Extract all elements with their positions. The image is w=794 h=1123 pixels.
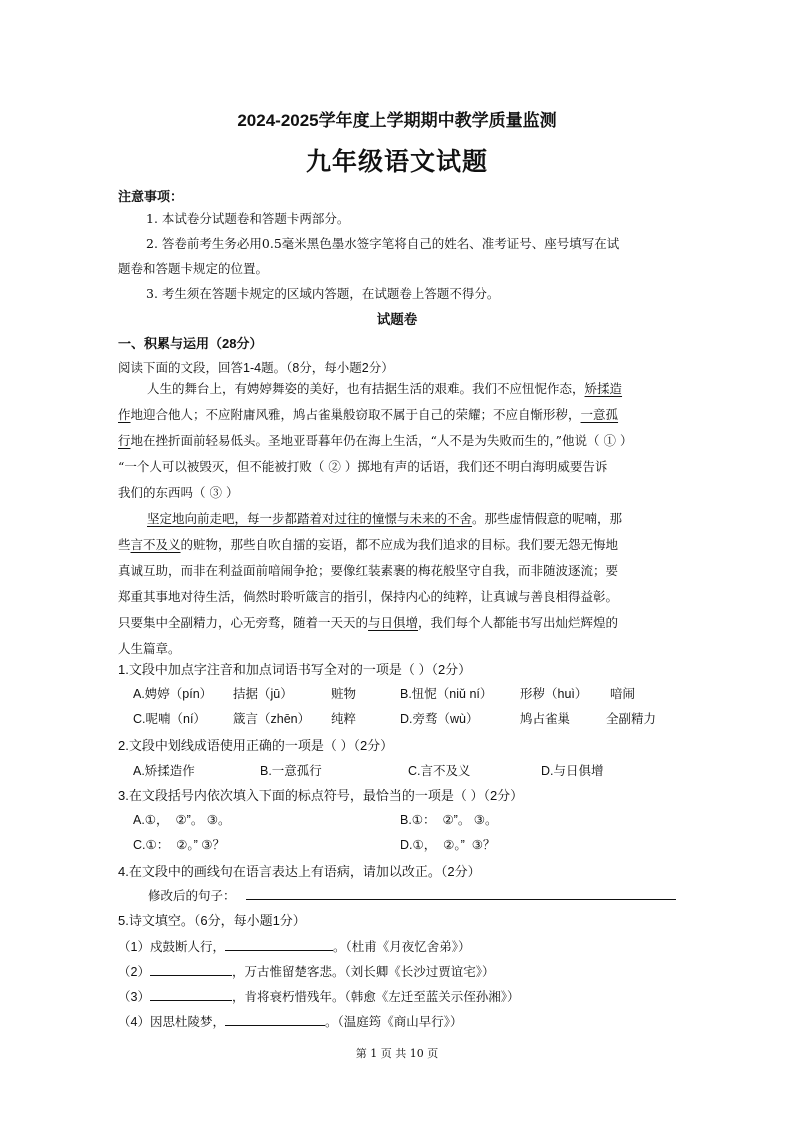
notice-heading: 注意事项：	[118, 189, 184, 204]
q3-option-d: D.①， ②。” ③？	[400, 838, 496, 852]
question-5-stem: 5.诗文填空。（6分，每小题1分）	[118, 913, 306, 928]
notice-item: 1. 本试卷分试题卷和答题卡两部分。	[146, 211, 350, 226]
q1-option: D.旁骛（wù）	[400, 712, 479, 726]
passage-line: 行地在挫折面前轻易低头。圣地亚哥暮年仍在海上生活，“人不是为失败而生的，”他说（ ① ）	[118, 433, 633, 448]
q1-option: B.忸怩（niǔ ní）	[400, 687, 493, 701]
idiom-underlined: 言不及义	[130, 537, 181, 552]
q2-option-c: C.言不及义	[408, 764, 471, 778]
section-label: 试题卷	[376, 312, 418, 327]
q4-answer-line[interactable]	[246, 899, 676, 900]
question-4-stem: 4.在文段中的画线句在语言表达上有语病，请加以改正。（2分）	[118, 864, 481, 879]
passage-line: 只要集中全副精力，心无旁骛，随着一天天的与日俱增，我们每个人都能书写出灿烂辉煌的	[118, 615, 619, 630]
q3-option-c: C.①： ②。” ③？	[133, 838, 225, 852]
q5-item-3: （3） ，肯将衰朽惜残年。（韩愈《左迁至蓝关示侄孙湘》）	[118, 986, 519, 1005]
q1-option: 拮据（jū）	[233, 687, 293, 701]
passage-line: 作地迎合他人；不应附庸风雅，鸠占雀巢般窃取不属于自己的荣耀；不应自惭形秽，一意孤	[118, 407, 619, 422]
idiom-underlined: 矫揉造	[584, 381, 623, 396]
reading-passage	[118, 376, 678, 662]
q2-option-d: D.与日俱增	[541, 764, 604, 778]
part1-heading: 一、积累与运用（28分）	[118, 336, 263, 351]
q1-option: A.娉婷（pín）	[133, 687, 213, 701]
fill-blank[interactable]	[150, 986, 232, 1001]
notice-item: 2. 答卷前考生务必用0.5毫米黑色墨水签字笔将自己的姓名、准考证号、座号填写在试	[146, 236, 620, 251]
q4-answer-label: 修改后的句子：	[148, 889, 236, 903]
q3-option-a: A.①， ②”。 ③。	[133, 813, 231, 827]
question-3-stem: 3.在文段括号内依次填入下面的标点符号，最恰当的一项是（ ）（2分）	[118, 788, 524, 803]
notice-item: 3. 考生须在答题卡规定的区域内答题，在试题卷上答题不得分。	[146, 286, 500, 301]
q5-item-1: （1）戍鼓断人行， 。（杜甫《月夜忆舍弟》）	[118, 936, 470, 955]
notice-item-cont: 题卷和答题卡规定的位置。	[118, 261, 269, 276]
fill-blank[interactable]	[225, 936, 333, 951]
q1-option: 喑闹	[610, 687, 636, 701]
q5-item-4: （4）因思杜陵梦， 。（温庭筠《商山早行》）	[118, 1011, 462, 1030]
fill-blank[interactable]	[225, 1011, 325, 1026]
passage-line: 些言不及义的赃物，那些自吹自擂的妄语，都不应成为我们追求的目标。我们要无怨无悔地	[118, 537, 619, 552]
passage-intro: 阅读下面的文段，回答1-4题。（8分，每小题2分）	[118, 361, 394, 375]
q1-option: 形秽（huì）	[520, 687, 588, 701]
q1-option: 鸠占雀巢	[520, 712, 571, 726]
passage-line: 真诚互助，而非在利益面前喑闹争抢；要像红装素裹的梅花般坚守自我，而非随波逐流；要	[118, 563, 619, 578]
passage-line: 郑重其事地对待生活，倘然时聆听箴言的指引，保持内心的纯粹，让真诚与善良相得益彰。	[118, 589, 619, 604]
q3-option-b: B.①： ②”。 ③。	[400, 813, 498, 827]
faulty-sentence: 坚定地向前走吧，每一步都踏着对过往的憧憬与未来的不舍	[147, 511, 473, 526]
idiom-underlined: 作	[118, 407, 131, 422]
fill-blank[interactable]	[150, 961, 232, 976]
question-1-stem: 1.文段中加点字注音和加点词语书写全对的一项是（ ）（2分）	[118, 662, 472, 677]
passage-line: 我们的东西吗（ ③ ）	[118, 485, 239, 500]
q2-option-a: A.矫揉造作	[133, 764, 195, 778]
question-2-stem: 2.文段中划线成语使用正确的一项是（ ）（2分）	[118, 738, 394, 753]
idiom-underlined: 行	[118, 433, 131, 448]
idiom-underlined: 一意孤	[580, 407, 619, 422]
q1-option: 纯粹	[331, 712, 357, 726]
passage-line: 人生篇章。	[118, 641, 181, 656]
exam-subtitle: 九年级语文试题	[305, 148, 488, 176]
q1-option: C.呢喃（ní）	[133, 712, 206, 726]
q1-option: 赃物	[331, 687, 357, 701]
passage-line: “一个人可以被毁灭，但不能被打败（ ② ）掷地有声的话语，我们还不明白海明威要告诉	[118, 459, 608, 474]
idiom-underlined: 与日俱增	[368, 615, 419, 630]
passage-line: 人生的舞台上，有娉婷舞姿的美好，也有拮据生活的艰难。我们不应忸怩作态，矫揉造	[147, 381, 623, 396]
q5-item-2: （2） ，万古惟留楚客悲。（刘长卿《长沙过贾谊宅》）	[118, 961, 494, 980]
exam-title: 2024-2025学年度上学期期中教学质量监测	[237, 111, 557, 130]
passage-line: 坚定地向前走吧，每一步都踏着对过往的憧憬与未来的不舍。那些虚情假意的呢喃，那	[147, 511, 623, 526]
q1-option: 箴言（zhēn）	[233, 712, 311, 726]
q1-option: 全副精力	[606, 712, 657, 726]
page-footer: 第 1 页 共 10 页	[355, 1047, 439, 1060]
q2-option-b: B.一意孤行	[260, 764, 322, 778]
